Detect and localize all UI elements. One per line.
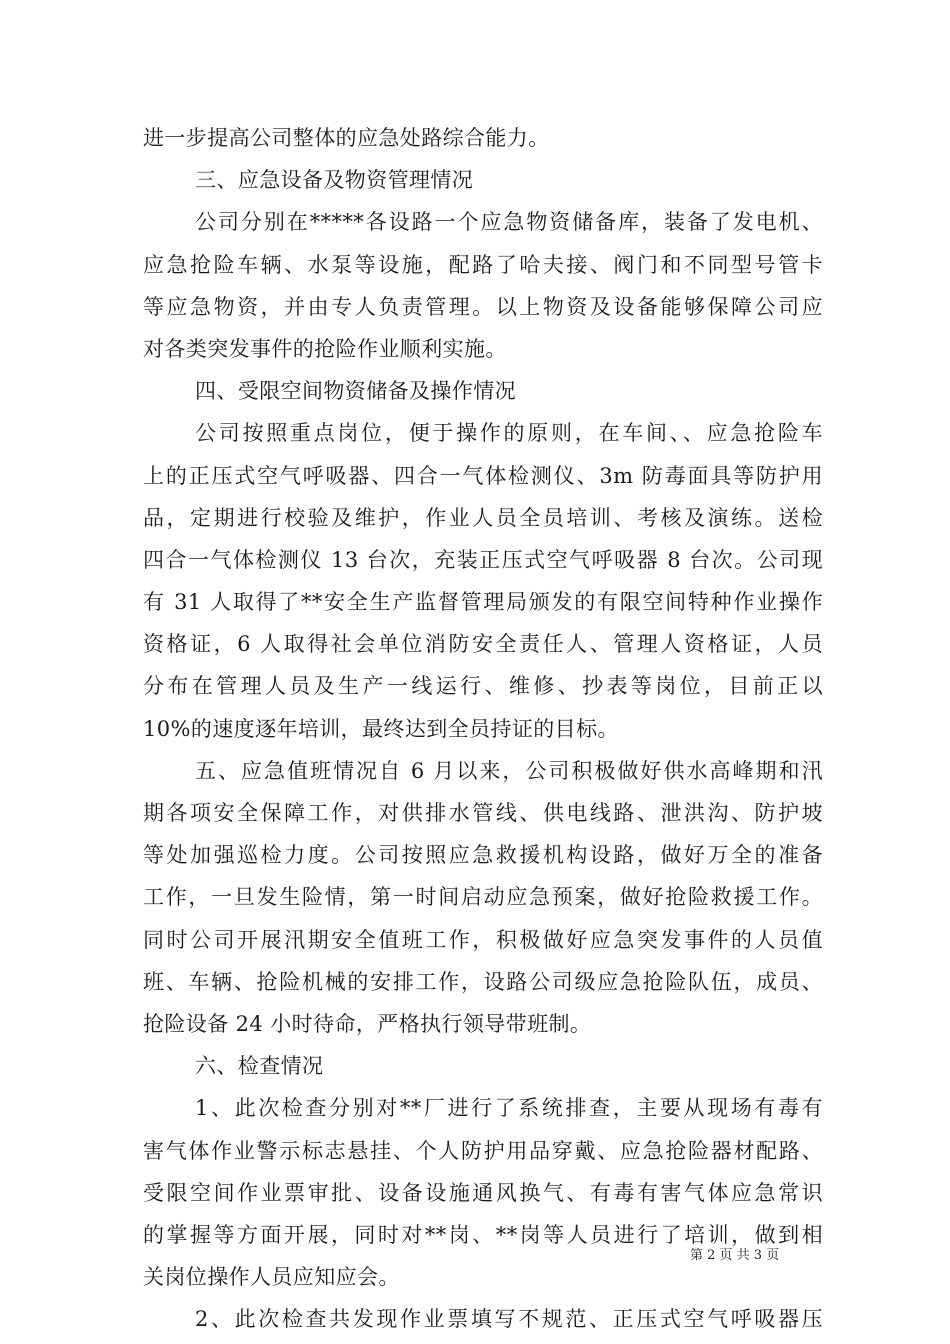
text-line-5: 等应急物资，并由专人负责管理。以上物资及设备能够保障公司应: [143, 294, 823, 319]
section-heading-5: 五、应急值班情况自 6 月以来，公司积极做好供水高峰期和汛: [195, 758, 823, 783]
text-line-20: 同时公司开展汛期安全值班工作，积极做好应急突发事件的人员值: [143, 927, 823, 952]
section-heading-4: 四、受限空间物资储备及操作情况: [195, 379, 516, 404]
text-line-12: 有 31 人取得了**安全生产监督管理局颁发的有限空间特种作业操作: [143, 590, 823, 615]
text-line-4: 应急抢险车辆、水泵等设施，配路了哈夫接、阀门和不同型号管卡: [143, 252, 823, 277]
text-line-19: 工作，一旦发生险情，第一时间启动应急预案，做好抢险救援工作。: [143, 885, 823, 910]
document-body: [143, 117, 823, 1340]
text-line-15: 10%的速度逐年培训，最终达到全员持证的目标。: [143, 716, 619, 741]
text-line-14: 分布在管理人员及生产一线运行、维修、抄表等岗位，目前正以: [143, 674, 823, 699]
text-line-13: 资格证，6 人取得社会单位消防安全责任人、管理人资格证，人员: [143, 632, 823, 657]
section-heading-6: 六、检查情况: [195, 1054, 324, 1079]
text-line-1: 进一步提高公司整体的应急处路综合能力。: [143, 126, 550, 150]
section-heading-3: 三、应急设备及物资管理情况: [195, 168, 474, 193]
text-line-10: 品，定期进行校验及维护，作业人员全员培训、考核及演练。送检: [143, 505, 823, 530]
text-line-24: 1、此次检查分别对**厂进行了系统排查，主要从现场有毒有: [195, 1096, 823, 1121]
text-line-9: 上的正压式空气呼吸器、四合一气体检测仪、3m 防毒面具等防护用: [143, 463, 823, 488]
text-line-17: 期各项安全保障工作，对供排水管线、供电线路、泄洪沟、防护坡: [143, 801, 823, 825]
text-line-22: 抢险设备 24 小时待命，严格执行领导带班制。: [143, 1011, 592, 1036]
text-line-29: 2、此次检查共发现作业票填写不规范、正压式空气呼吸器压: [195, 1307, 823, 1332]
text-line-21: 班、车辆、抢险机械的安排工作，设路公司级应急抢险队伍，成员、: [143, 969, 823, 994]
text-line-28: 关岗位操作人员应知应会。: [143, 1265, 400, 1290]
text-line-8: 公司按照重点岗位，便于操作的原则，在车间、、应急抢险车: [195, 421, 823, 446]
text-line-6: 对各类突发事件的抢险作业顺利实施。: [143, 336, 507, 361]
text-line-26: 受限空间作业票审批、设备设施通风换气、有毒有害气体应急常识: [143, 1180, 823, 1205]
text-line-3: 公司分别在*****各设路一个应急物资储备库，装备了发电机、: [195, 210, 823, 235]
text-line-25: 害气体作业警示标志悬挂、个人防护用品穿戴、应急抢险器材配路、: [143, 1138, 823, 1163]
text-line-27: 的掌握等方面开展，同时对**岗、**岗等人员进行了培训，做到相: [143, 1222, 823, 1247]
text-line-18: 等处加强巡检力度。公司按照应急救援机构设路，做好万全的准备: [143, 843, 823, 868]
page-number-footer: 第 2 页 共 3 页: [690, 1248, 780, 1263]
text-line-11: 四合一气体检测仪 13 台次，充装正压式空气呼吸器 8 台次。公司现: [143, 547, 823, 572]
